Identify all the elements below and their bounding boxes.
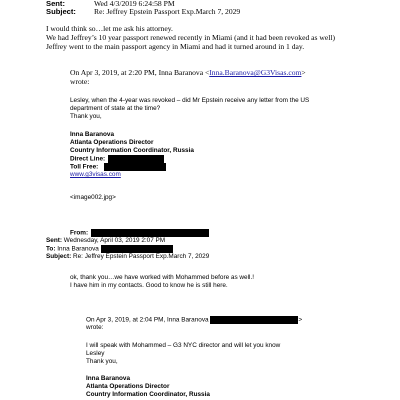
quote3-intro-suffix: > xyxy=(298,316,303,324)
quote2-sent-row xyxy=(46,237,165,245)
sent-value-2: Wednesday, April 03, 2019 2:07 PM xyxy=(63,237,166,244)
quote1-website-link[interactable]: www.g3visas.com xyxy=(70,171,121,178)
to-value: Inna Baranova xyxy=(57,245,99,253)
quote1-body-line-1: Lesley, when the 4-year was revoked – did Mr Epstein receive any letter from the US xyxy=(70,97,310,104)
quote1-email-link[interactable]: Inna.Baranova@G3Visas.com xyxy=(209,68,302,77)
subject-value-2: Re: Jeffrey Epstein Passport Exp.March 7, 2029 xyxy=(73,253,210,260)
quote3-sig-role: Country Information Coordinator, Russia xyxy=(86,391,210,398)
quote3-body-line-2: Lesley xyxy=(86,350,105,357)
from-label: From: xyxy=(70,229,89,237)
quote3-sig-title: Atlanta Operations Director xyxy=(86,383,170,390)
toll-free-label: Toll Free: xyxy=(70,163,99,171)
to-label: To: xyxy=(46,245,56,253)
sent-label: Sent: xyxy=(46,0,65,8)
redaction-bar xyxy=(91,229,209,237)
reply-line-1: I would think so…let me ask his attorney. xyxy=(46,24,173,33)
quote1-thanks: Thank you, xyxy=(70,113,102,120)
subject-label-2: Subject: xyxy=(46,253,72,260)
quote3-wrote: wrote: xyxy=(86,324,104,331)
redaction-bar xyxy=(108,155,164,163)
subject-value: Re: Jeffrey Epstein Passport Exp.March 7, 2029 xyxy=(94,7,241,16)
quote3-sig-name: Inna Baranova xyxy=(86,375,131,382)
quote3-body-line-1: I will speak with Mohammed – G3 NYC director and will let you know xyxy=(86,342,281,349)
sent-value: Wed 4/3/2019 6:24:58 PM xyxy=(94,0,175,8)
quote2-body-line-1: ok, thank you…we have worked with Mohammed before as well.! xyxy=(70,274,254,281)
quote1-image-ref: <image002.jpg> xyxy=(70,194,116,201)
sent-label-2: Sent: xyxy=(46,237,62,244)
redaction-bar xyxy=(104,163,166,171)
quote2-body-line-2: I have him in my contacts. Good to know he is still here. xyxy=(70,282,228,289)
quote2-subject-row xyxy=(46,253,209,261)
reply-line-3: Jeffrey went to the main passport agency in Miami and had it turned around in 1 day. xyxy=(46,42,305,51)
quote1-sig-name: Inna Baranova xyxy=(70,131,115,138)
reply-line-2: We had Jeffrey’s 10 year passport renewed recently in Miami (and it had been revoked as well) xyxy=(46,33,335,42)
direct-line-label: Direct Line: xyxy=(70,155,106,163)
quote1-intro-suffix: > xyxy=(301,68,306,77)
quote3-intro-prefix: On Apr 3, 2019, at 2:04 PM, Inna Baranova xyxy=(86,316,209,324)
header-subject-row xyxy=(46,7,240,16)
redaction-bar xyxy=(101,245,173,253)
subject-label: Subject: xyxy=(46,7,76,16)
quote1-sig-title: Atlanta Operations Director xyxy=(70,139,154,146)
quote3-intro xyxy=(86,316,302,325)
quote1-wrote: wrote: xyxy=(70,77,90,86)
redaction-bar xyxy=(210,316,298,324)
quote1-intro xyxy=(70,68,306,77)
quote1-sig-role: Country Information Coordinator, Russia xyxy=(70,147,194,154)
quote3-thanks: Thank you, xyxy=(86,358,118,365)
quote1-body-line-2: department of state at the time? xyxy=(70,105,161,112)
quote1-intro-prefix: On Apr 3, 2019, at 2:20 PM, Inna Baranova < xyxy=(70,68,210,77)
